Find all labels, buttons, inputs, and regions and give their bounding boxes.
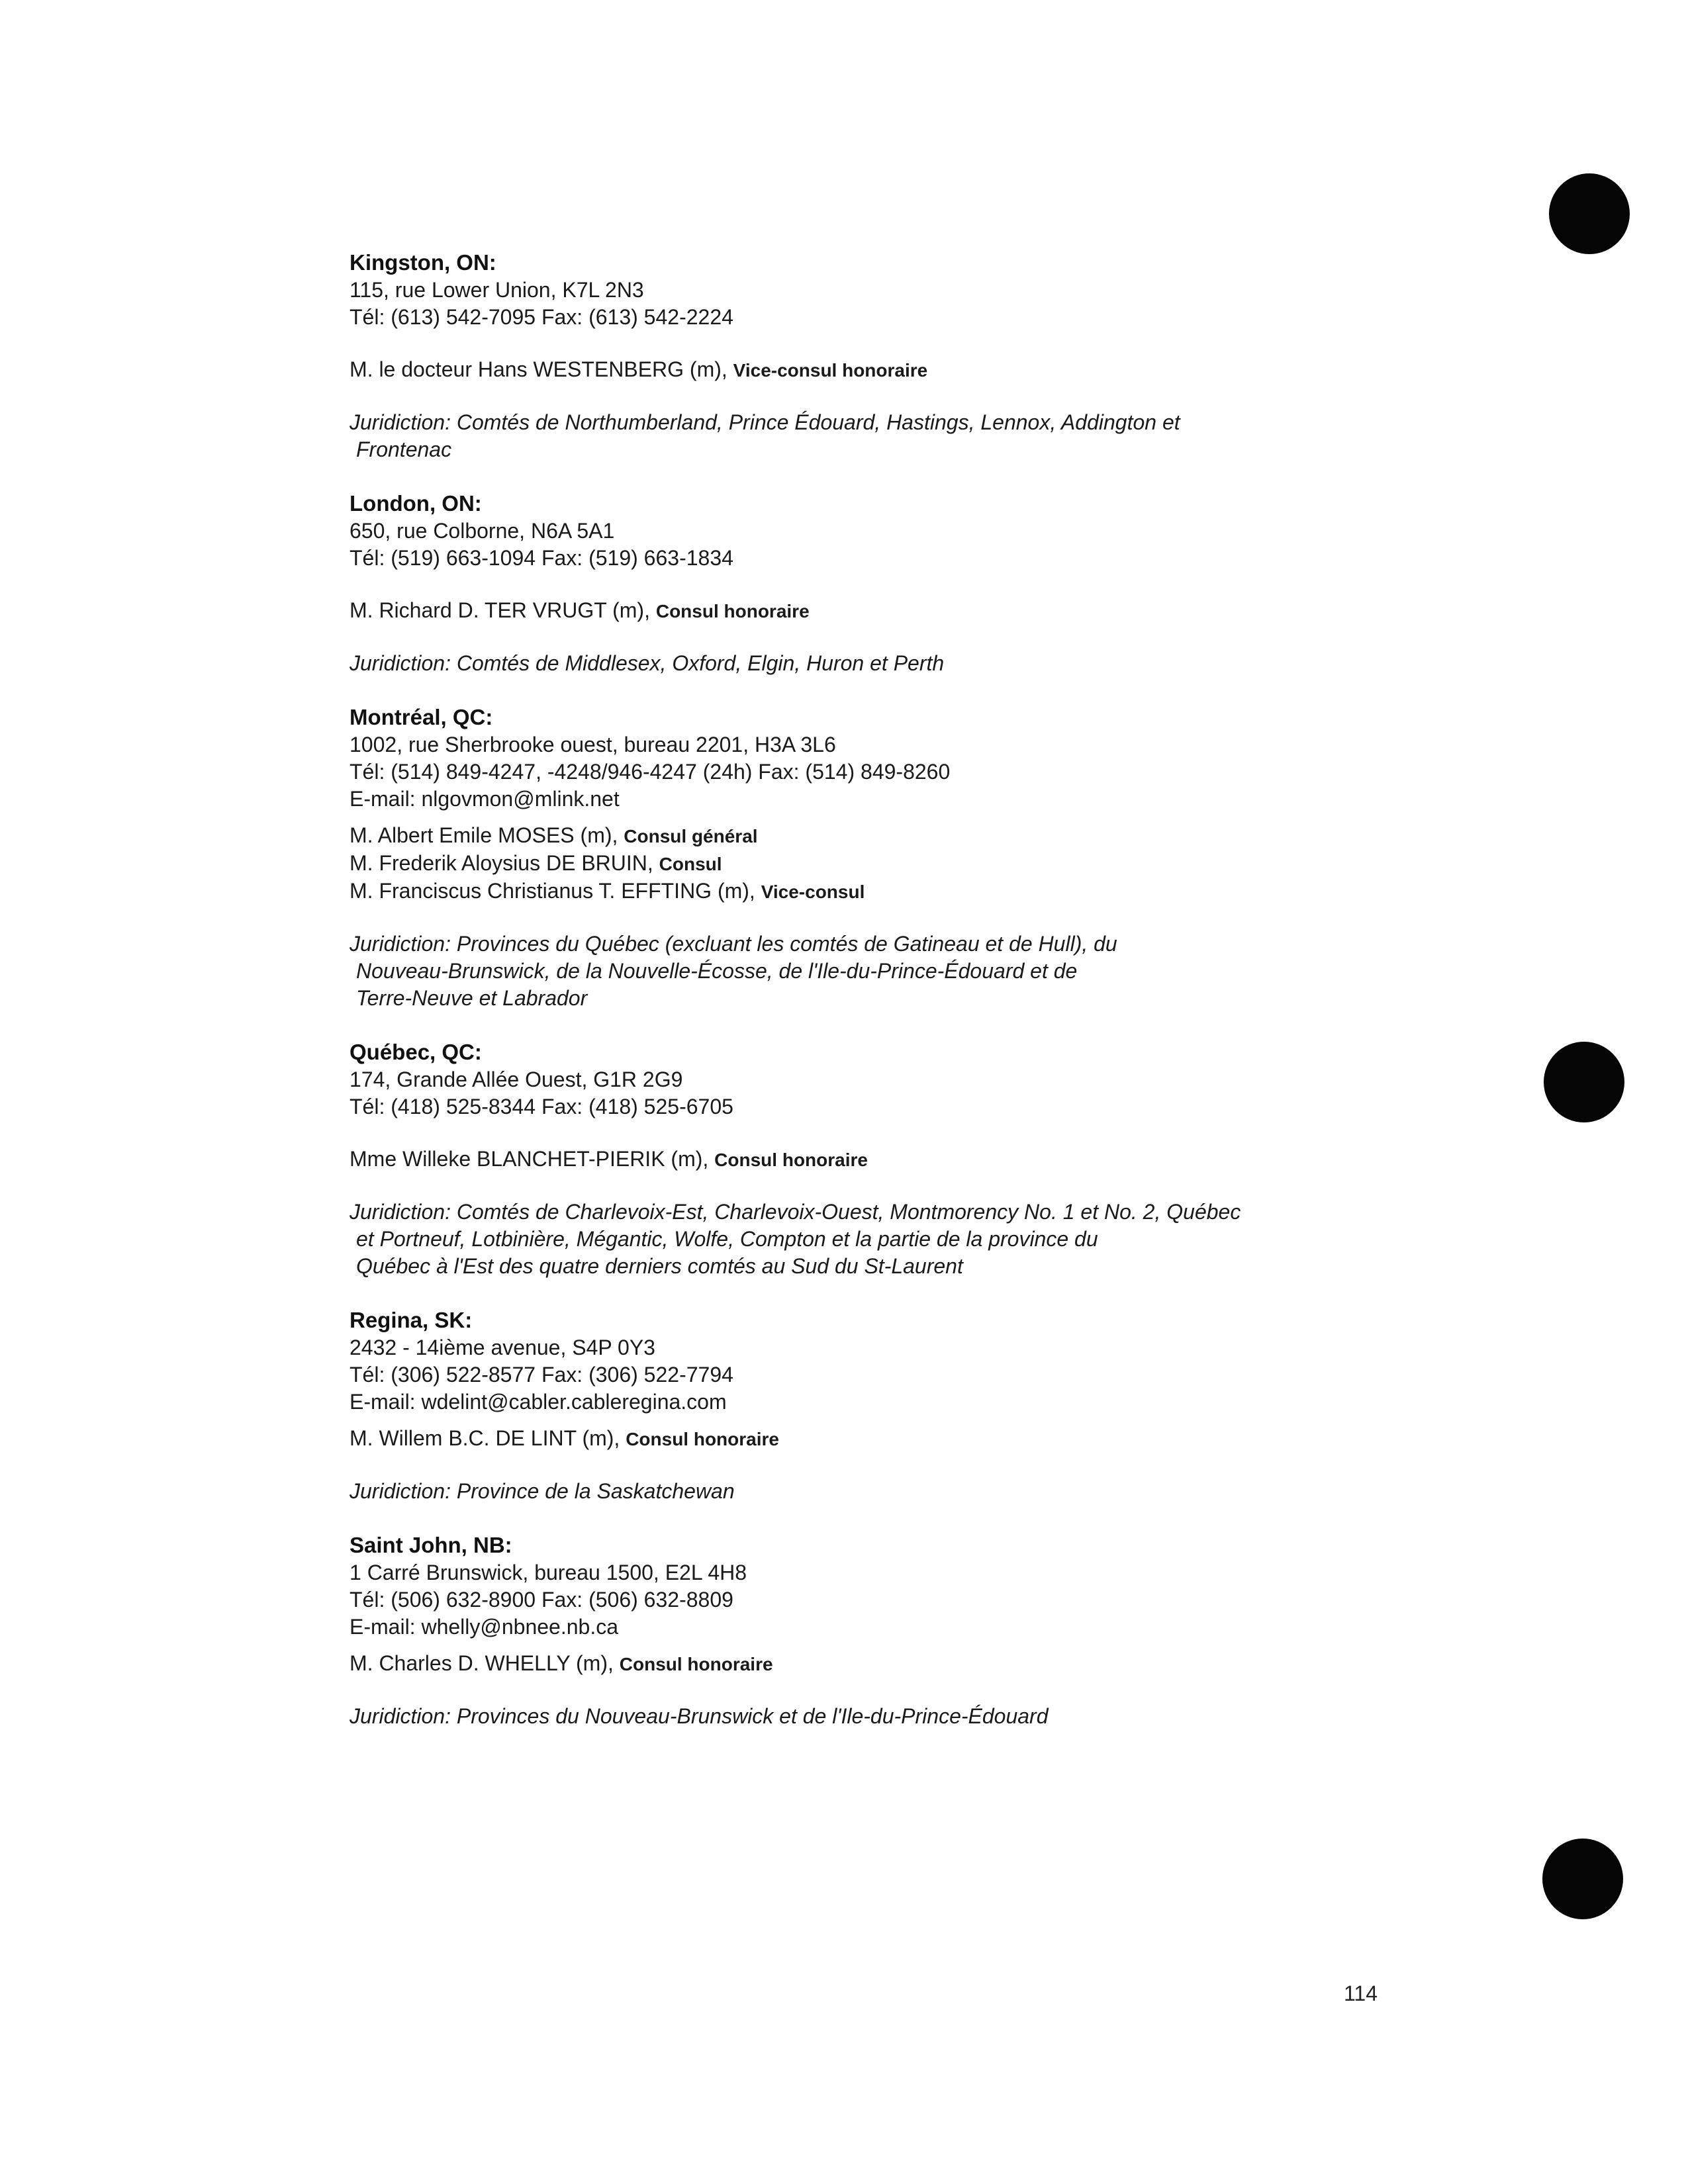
city-heading: Saint John, NB: (350, 1533, 512, 1557)
jurisdiction-line: Terre-Neuve et Labrador (356, 986, 588, 1010)
officials (350, 597, 1382, 625)
punch-hole-middle (1544, 1042, 1624, 1122)
official-title: Consul honoraire (619, 1654, 773, 1674)
official (350, 822, 1382, 850)
jurisdiction-line: Juridiction: Provinces du Québec (excluant les comtés de Gatineau et de Hull), du (350, 932, 1117, 956)
jurisdiction-line: Juridiction: Province de la Saskatchewan (350, 1479, 735, 1503)
officials (350, 1650, 1382, 1678)
email-line: E-mail: whelly@nbnee.nb.ca (350, 1615, 619, 1639)
jurisdiction (350, 1703, 1356, 1730)
city-heading: Montréal, QC: (350, 705, 493, 729)
jurisdiction-line: Nouveau-Brunswick, de la Nouvelle-Écosse, de l'Ile-du-Prince-Édouard et de (356, 959, 1078, 983)
official-name: M. Charles D. WHELLY (m), (350, 1651, 614, 1675)
jurisdiction-line: Juridiction: Comtés de Charlevoix-Est, Charlevoix-Ouest, Montmorency No. 1 et No. 2, Québec (350, 1200, 1241, 1224)
entry-saint-john (350, 1531, 1382, 1730)
phone-line: Tél: (519) 663-1094 Fax: (519) 663-1834 (350, 546, 733, 570)
jurisdiction (350, 409, 1356, 463)
entry-montreal (350, 704, 1382, 1012)
jurisdiction-line: Québec à l'Est des quatre derniers comtés au Sud du St-Laurent (356, 1254, 963, 1278)
entry-london (350, 490, 1382, 677)
consulate-list (350, 249, 1382, 1730)
jurisdiction-line: Juridiction: Provinces du Nouveau-Brunswick et de l'Ile-du-Prince-Édouard (350, 1704, 1049, 1728)
entry-regina (350, 1306, 1382, 1505)
phone-line: Tél: (514) 849-4247, -4248/946-4247 (24h) Fax: (514) 849-8260 (350, 760, 951, 784)
official-name: M. Willem B.C. DE LINT (m), (350, 1426, 620, 1450)
phone-line: Tél: (506) 632-8900 Fax: (506) 632-8809 (350, 1588, 733, 1612)
email-line: E-mail: wdelint@cabler.cableregina.com (350, 1390, 727, 1414)
phone-line: Tél: (418) 525-8344 Fax: (418) 525-6705 (350, 1095, 733, 1118)
official-title: Consul honoraire (714, 1150, 868, 1170)
jurisdiction (350, 931, 1356, 1012)
official-name: M. Franciscus Christianus T. EFFTING (m), (350, 879, 755, 903)
official-name: Mme Willeke BLANCHET-PIERIK (m), (350, 1147, 709, 1171)
page-number: 114 (1344, 1981, 1378, 2005)
official (350, 1146, 1382, 1173)
official (350, 1650, 1382, 1678)
entry-kingston (350, 249, 1382, 463)
official-title: Consul honoraire (655, 601, 810, 621)
address-line: 1002, rue Sherbrooke ouest, bureau 2201, H3A 3L6 (350, 733, 836, 756)
entry-quebec (350, 1038, 1382, 1280)
jurisdiction-line: Juridiction: Comtés de Northumberland, Prince Édouard, Hastings, Lennox, Addington et (350, 410, 1180, 434)
jurisdiction (350, 650, 1356, 677)
officials (350, 356, 1382, 384)
official-name: M. Frederik Aloysius DE BRUIN, (350, 851, 653, 875)
jurisdiction-line: Juridiction: Comtés de Middlesex, Oxford, Elgin, Huron et Perth (350, 651, 945, 675)
official (350, 356, 1382, 384)
official-name: M. le docteur Hans WESTENBERG (m), (350, 357, 727, 381)
official-title: Consul honoraire (626, 1429, 779, 1449)
official (350, 1425, 1382, 1453)
punch-hole-bottom (1542, 1839, 1623, 1919)
city-heading: London, ON: (350, 491, 482, 516)
jurisdiction-line: Frontenac (356, 437, 452, 461)
city-heading: Regina, SK: (350, 1308, 473, 1332)
jurisdiction (350, 1478, 1356, 1505)
email-line: E-mail: nlgovmon@mlink.net (350, 787, 620, 811)
official-title: Vice-consul honoraire (733, 360, 928, 381)
official (350, 878, 1382, 905)
officials (350, 1425, 1382, 1453)
official-title: Vice-consul (761, 882, 865, 902)
official-name: M. Albert Emile MOSES (m), (350, 823, 618, 847)
official-title: Consul (659, 854, 722, 874)
jurisdiction (350, 1199, 1356, 1280)
official (350, 850, 1382, 878)
city-heading: Kingston, ON: (350, 250, 496, 275)
city-heading: Québec, QC: (350, 1040, 482, 1064)
officials (350, 822, 1382, 905)
address-line: 174, Grande Allée Ouest, G1R 2G9 (350, 1068, 683, 1091)
official-name: M. Richard D. TER VRUGT (m), (350, 598, 650, 622)
address-line: 115, rue Lower Union, K7L 2N3 (350, 278, 644, 302)
phone-line: Tél: (613) 542-7095 Fax: (613) 542-2224 (350, 305, 733, 329)
phone-line: Tél: (306) 522-8577 Fax: (306) 522-7794 (350, 1363, 733, 1387)
address-line: 2432 - 14ième avenue, S4P 0Y3 (350, 1336, 655, 1359)
address-line: 1 Carré Brunswick, bureau 1500, E2L 4H8 (350, 1561, 747, 1584)
punch-hole-top (1549, 173, 1630, 254)
jurisdiction-line: et Portneuf, Lotbinière, Mégantic, Wolfe, Compton et la partie de la province du (356, 1227, 1098, 1251)
address-line: 650, rue Colborne, N6A 5A1 (350, 519, 615, 543)
official (350, 597, 1382, 625)
officials (350, 1146, 1382, 1173)
official-title: Consul général (624, 826, 758, 846)
